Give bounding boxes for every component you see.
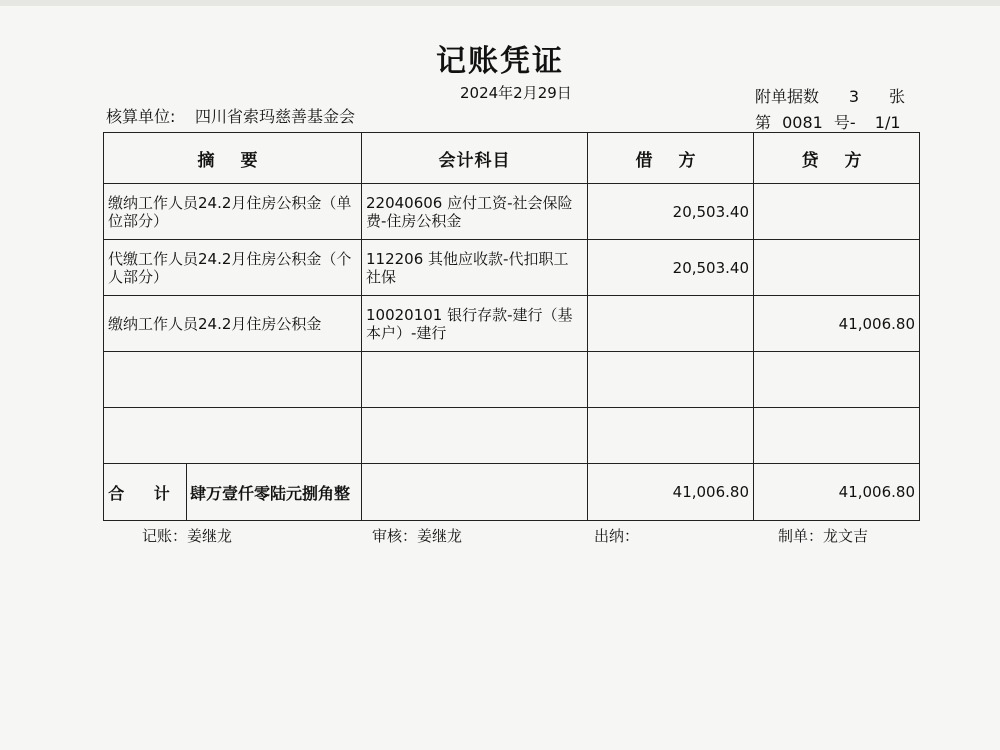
row-debit: 20,503.40 (588, 184, 754, 240)
voucher-page: 1/1 (874, 113, 901, 132)
voucher-date: 2024年2月29日 (460, 84, 572, 102)
bookkeeper-signature: 记账：姜继龙 (142, 527, 233, 545)
voucher-suffix: 号- (833, 113, 856, 132)
total-row (104, 464, 920, 521)
row-credit (754, 184, 920, 240)
total-inner (104, 464, 361, 520)
org-name: 四川省索玛慈善基金会 (195, 107, 356, 126)
table-row (104, 240, 920, 296)
row-account: 112206 其他应收款-代扣职工社保 (362, 240, 588, 296)
voucher-table (103, 132, 920, 521)
paper-edge (0, 0, 1000, 6)
total-words-cont (362, 464, 588, 521)
total-credit: 41,006.80 (754, 464, 920, 521)
row-summary (104, 408, 362, 464)
attachments-unit: 张 (889, 87, 906, 106)
total-label: 合 计 (104, 464, 187, 520)
row-account (362, 408, 588, 464)
table-row (104, 296, 920, 352)
amount-in-words: 肆万壹仟零陆元捌角整 (190, 483, 351, 503)
row-credit (754, 408, 920, 464)
reviewer-signature: 审核：姜继龙 (372, 527, 463, 545)
attachments-label: 附单据数 (755, 87, 820, 106)
row-account: 22040606 应付工资-社会保险费-住房公积金 (362, 184, 588, 240)
voucher-prefix: 第 (755, 113, 772, 132)
table-row (104, 184, 920, 240)
voucher-no: 0081 (782, 113, 823, 132)
col-summary: 摘 要 (104, 133, 362, 184)
row-summary: 代缴工作人员24.2月住房公积金（个人部分） (104, 240, 362, 296)
row-account: 10020101 银行存款-建行（基本户）-建行 (362, 296, 588, 352)
row-credit (754, 352, 920, 408)
attachments-count: 3 (848, 87, 860, 106)
table-header (104, 133, 920, 184)
row-debit (588, 352, 754, 408)
col-credit: 贷 方 (754, 133, 920, 184)
row-summary: 缴纳工作人员24.2月住房公积金 (104, 296, 362, 352)
total-cell (104, 464, 362, 521)
row-credit (754, 240, 920, 296)
col-account: 会计科目 (362, 133, 588, 184)
voucher-title: 记账凭证 (436, 44, 564, 79)
row-account (362, 352, 588, 408)
org-label: 核算单位: (106, 107, 176, 126)
row-summary: 缴纳工作人员24.2月住房公积金（单位部分） (104, 184, 362, 240)
preparer-signature: 制单：龙文吉 (778, 527, 869, 545)
voucher-number (755, 110, 907, 133)
attachments-info (755, 84, 905, 107)
row-credit: 41,006.80 (754, 296, 920, 352)
cashier-signature: 出纳： (594, 527, 640, 545)
row-debit: 20,503.40 (588, 240, 754, 296)
total-debit: 41,006.80 (588, 464, 754, 521)
table-row (104, 408, 920, 464)
row-summary (104, 352, 362, 408)
row-debit (588, 408, 754, 464)
col-debit: 借 方 (588, 133, 754, 184)
row-debit (588, 296, 754, 352)
table-row (104, 352, 920, 408)
